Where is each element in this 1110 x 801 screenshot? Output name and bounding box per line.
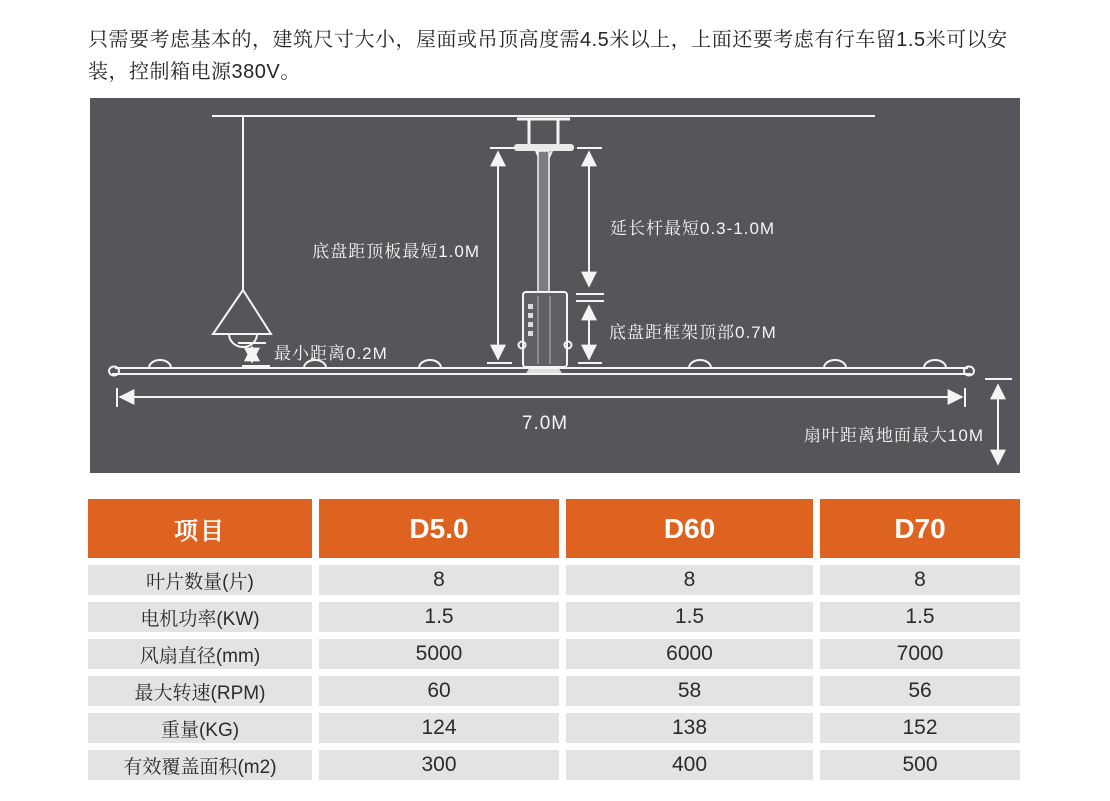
cell-value: 400 bbox=[566, 750, 813, 780]
cell-value: 8 bbox=[319, 565, 559, 595]
cell-value: 300 bbox=[319, 750, 559, 780]
cell-value: 60 bbox=[319, 676, 559, 706]
label-extension-rod: 延长杆最短0.3-1.0M bbox=[610, 219, 776, 238]
cell-value: 152 bbox=[820, 713, 1020, 743]
extension-rod bbox=[538, 151, 549, 292]
extension-rod-dimension bbox=[576, 148, 604, 363]
row-label-fan-diameter: 风扇直径(mm) bbox=[88, 639, 312, 669]
motor-body bbox=[519, 292, 572, 375]
table-header-d60: D60 bbox=[566, 499, 813, 558]
hanging-lamp bbox=[213, 116, 271, 347]
table-header-d50: D5.0 bbox=[319, 499, 559, 558]
cell-value: 8 bbox=[566, 565, 813, 595]
cell-value: 1.5 bbox=[820, 602, 1020, 632]
cell-value: 1.5 bbox=[319, 602, 559, 632]
intro-line-2: 装，控制箱电源380V。 bbox=[88, 61, 301, 83]
spec-table bbox=[88, 499, 1020, 780]
table-header-item: 项目 bbox=[88, 499, 312, 558]
label-chassis-to-ceiling: 底盘距顶板最短1.0M bbox=[312, 242, 480, 261]
label-span: 7.0M bbox=[521, 413, 569, 434]
row-label-weight: 重量(KG) bbox=[88, 713, 312, 743]
cell-value: 500 bbox=[820, 750, 1020, 780]
cell-value: 138 bbox=[566, 713, 813, 743]
cell-value: 56 bbox=[820, 676, 1020, 706]
row-label-blade-count: 叶片数量(片) bbox=[88, 565, 312, 595]
cell-value: 58 bbox=[566, 676, 813, 706]
row-label-max-speed: 最大转速(RPM) bbox=[88, 676, 312, 706]
table-header-d70: D70 bbox=[820, 499, 1020, 558]
fan-installation-drawing bbox=[90, 98, 1020, 473]
intro-line-1: 只需要考虑基本的，建筑尺寸大小，屋面或吊顶高度需4.5米以上，上面还要考虑有行车留1.5米可以安 bbox=[88, 29, 1008, 51]
chassis-to-ceiling-dimension bbox=[487, 148, 515, 363]
span-dimension bbox=[117, 388, 965, 407]
label-blade-to-ground: 扇叶距离地面最大10M bbox=[803, 426, 984, 445]
label-min-distance: 最小距离0.2M bbox=[274, 344, 388, 363]
installation-diagram bbox=[90, 98, 1020, 473]
label-chassis-to-frame: 底盘距框架顶部0.7M bbox=[609, 323, 777, 342]
cell-value: 5000 bbox=[319, 639, 559, 669]
cell-value: 6000 bbox=[566, 639, 813, 669]
cell-value: 124 bbox=[319, 713, 559, 743]
cell-value: 7000 bbox=[820, 639, 1020, 669]
intro-paragraph bbox=[88, 24, 1073, 88]
cell-value: 8 bbox=[820, 565, 1020, 595]
row-label-coverage-area: 有效覆盖面积(m2) bbox=[88, 750, 312, 780]
cell-value: 1.5 bbox=[566, 602, 813, 632]
blade-to-ground-dimension bbox=[985, 379, 1012, 464]
row-label-motor-power: 电机功率(KW) bbox=[88, 602, 312, 632]
